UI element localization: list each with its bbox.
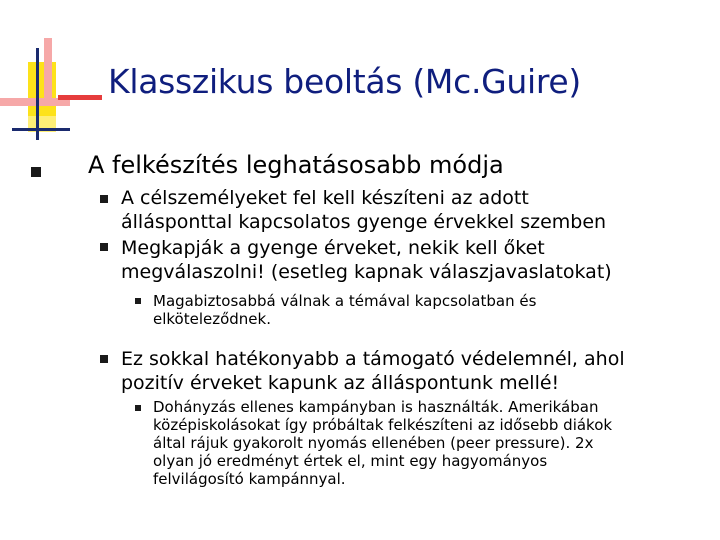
slide-title: Klasszikus beoltás (Mc.Guire) [108, 62, 582, 101]
sub-point-text: Ez sokkal hatékonyabb a támogató védelemnél, ahol [121, 348, 625, 370]
sub-point-text: A célszemélyeket fel kell készíteni az adott [121, 187, 529, 209]
sub-point-text: Megkapják a gyenge érveket, nekik kell őket [121, 237, 545, 259]
sub-point-text: megválaszolni! (esetleg kapnak válaszjavaslatokat) [121, 261, 612, 283]
bullet-marker [100, 195, 108, 203]
detail-point-text: középiskolásokat így próbáltak felkészíteni az idősebb diákok [153, 416, 613, 434]
bullet-marker [100, 243, 108, 251]
detail-point-text: Magabiztosabbá válnak a témával kapcsolatban és [153, 292, 537, 310]
sub-point-text: állásponttal kapcsolatos gyenge érvekkel szemben [121, 211, 607, 233]
bullet-marker [31, 167, 41, 177]
detail-point-text: felvilágosító kampánnyal. [153, 470, 346, 488]
sub-point-text: pozitív érveket kapunk az álláspontunk mellé! [121, 372, 560, 394]
detail-point-text: Dohányzás ellenes kampányban is használták. Amerikában [153, 398, 599, 416]
main-point: A felkészítés leghatásosabb módja [88, 151, 504, 179]
detail-point-text: által rájuk gyakorolt nyomás ellenében (peer pressure). 2x [153, 434, 594, 452]
detail-point-text: elköteleződnek. [153, 310, 271, 328]
bullet-marker [100, 355, 108, 363]
bullet-marker [135, 298, 141, 304]
bullet-marker [135, 405, 141, 411]
detail-point-text: olyan jó eredményt értek el, mint egy hagyományos [153, 452, 548, 470]
